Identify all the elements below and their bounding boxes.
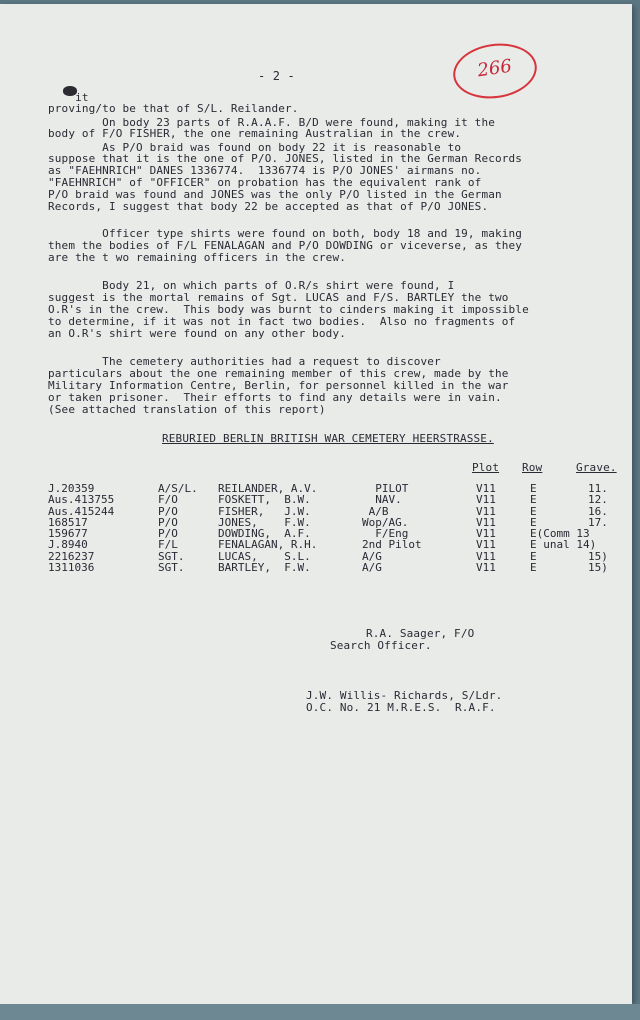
paragraph-line: to determine, if it was not in fact two bodies. Also no fragments of: [48, 315, 516, 328]
rank-cell: A/S/L.: [158, 482, 198, 495]
column-rows: [530, 483, 596, 573]
role-cell: Wop/AG.: [362, 515, 409, 529]
paragraph-line: P/O braid was found and JONES was the only P/O listed in the German: [48, 188, 502, 201]
rank-cell: P/O: [158, 527, 178, 541]
row-cell: E(Comm 13: [530, 527, 590, 541]
name-cell: REILANDER, A.V.: [218, 482, 318, 495]
column-graves: [588, 483, 608, 573]
row-cell: E: [530, 561, 537, 575]
rank-cell: P/O: [158, 504, 178, 518]
paragraph-line: "FAEHNRICH" of "OFFICER" on probation has the equivalent rank of: [48, 176, 482, 189]
paragraph-line: O.R's in the crew. This body was burnt to cinders making it impossible: [48, 303, 529, 316]
row-cell: E: [530, 515, 537, 529]
name-cell: FISHER, J.W.: [218, 504, 311, 518]
service-number-cell: 2216237: [48, 549, 95, 563]
rank-cell: F/O: [158, 493, 178, 507]
column-roles: [362, 483, 422, 573]
name-cell: FENALAGAN, R.H.: [218, 538, 318, 552]
service-number-cell: J.8940: [48, 538, 88, 552]
paragraph-line: an O.R's shirt were found on any other body.: [48, 327, 346, 340]
folio-number: 266: [476, 55, 514, 82]
service-number-cell: Aus.415244: [48, 504, 115, 518]
plot-cell: V11: [476, 538, 496, 552]
signature-name: R.A. Saager, F/O: [366, 627, 475, 640]
role-cell: A/G: [362, 549, 382, 563]
plot-cell: V11: [476, 482, 496, 495]
column-plots: [476, 483, 496, 573]
paragraph-line: Officer type shirts were found on both, body 18 and 19, making: [48, 227, 523, 240]
paragraph-line: are the t wo remaining officers in the crew.: [48, 251, 346, 264]
grave-cell: 17.: [588, 515, 608, 529]
row-cell: E: [530, 504, 537, 518]
name-cell: FOSKETT, B.W.: [218, 493, 311, 507]
row-cell: E: [530, 493, 537, 507]
service-number-cell: Aus.413755: [48, 493, 115, 507]
header-row: Row: [522, 461, 543, 474]
page-number: - 2 -: [258, 69, 295, 83]
name-cell: DOWDING, A.F.: [218, 527, 311, 541]
paragraph-line: As P/O braid was found on body 22 it is reasonable to: [48, 141, 462, 154]
service-number-cell: 168517: [48, 515, 88, 529]
service-number-cell: 1311036: [48, 561, 95, 575]
service-number-cell: J.20359: [48, 482, 95, 495]
signature-title: O.C. No. 21 M.R.E.S. R.A.F.: [306, 701, 496, 714]
paragraph-line: The cemetery authorities had a request to discover: [48, 355, 441, 368]
paragraph-line: or taken prisoner. Their efforts to find any details were in vain.: [48, 391, 502, 404]
signature-name: J.W. Willis- Richards, S/Ldr.: [306, 689, 503, 702]
paragraph-line: it: [48, 91, 89, 104]
paragraph-line: Body 21, on which parts of O.R/s shirt were found, I: [48, 279, 455, 292]
column-names: [218, 483, 317, 573]
row-cell: E: [530, 549, 537, 563]
header-grave: Grave.: [576, 461, 617, 474]
role-cell: A/B: [362, 504, 389, 518]
grave-cell: 12.: [588, 493, 608, 507]
name-cell: JONES, F.W.: [218, 515, 311, 529]
column-service-numbers: [48, 483, 114, 573]
grave-cell: 16.: [588, 504, 608, 518]
row-cell: E unal 14): [530, 538, 597, 552]
paragraph-line: On body 23 parts of R.A.A.F. B/D were found, making it the: [48, 116, 495, 129]
plot-cell: V11: [476, 504, 496, 518]
row-cell: E: [530, 482, 537, 495]
cemetery-heading: REBURIED BERLIN BRITISH WAR CEMETERY HEERSTRASSE.: [162, 432, 494, 445]
plot-cell: V11: [476, 493, 496, 507]
plot-cell: V11: [476, 515, 496, 529]
grave-cell: 15): [588, 549, 608, 563]
role-cell: 2nd Pilot: [362, 538, 422, 552]
rank-cell: SGT.: [158, 549, 185, 563]
paragraph-line: as "FAEHNRICH" DANES 1336774. 1336774 is P/O JONES' airmans no.: [48, 164, 482, 177]
role-cell: PILOT: [362, 482, 409, 495]
service-number-cell: 159677: [48, 527, 88, 541]
paragraph-line: suppose that it is the one of P/O. JONES, listed in the German Records: [48, 152, 523, 165]
paragraph-line: (See attached translation of this report): [48, 403, 326, 416]
rank-cell: P/O: [158, 515, 178, 529]
background-edge: [0, 1004, 640, 1020]
role-cell: A/G: [362, 561, 382, 575]
name-cell: LUCAS, S.L.: [218, 549, 311, 563]
paragraph-line: them the bodies of F/L FENALAGAN and P/O DOWDING or viceverse, as they: [48, 239, 523, 252]
grave-cell: 11.: [588, 482, 608, 495]
plot-cell: V11: [476, 561, 496, 575]
plot-cell: V11: [476, 527, 496, 541]
column-ranks: [158, 483, 198, 573]
name-cell: BARTLEY, F.W.: [218, 561, 311, 575]
paragraph-line: proving/to be that of S/L. Reilander.: [48, 102, 299, 115]
role-cell: NAV.: [362, 493, 402, 507]
header-plot: Plot: [472, 461, 500, 474]
paragraph-line: Military Information Centre, Berlin, for personnel killed in the war: [48, 379, 509, 392]
paragraph-line: Records, I suggest that body 22 be accepted as that of P/O JONES.: [48, 200, 489, 213]
paragraph-line: suggest is the mortal remains of Sgt. LUCAS and F/S. BARTLEY the two: [48, 291, 509, 304]
paragraph-line: body of F/O FISHER, the one remaining Australian in the crew.: [48, 127, 462, 140]
paragraph-line: particulars about the one remaining member of this crew, made by the: [48, 367, 509, 380]
plot-cell: V11: [476, 549, 496, 563]
rank-cell: F/L: [158, 538, 178, 552]
signature-title: Search Officer.: [330, 639, 432, 652]
role-cell: F/Eng: [362, 527, 409, 541]
grave-cell: 15): [588, 561, 608, 575]
rank-cell: SGT.: [158, 561, 185, 575]
